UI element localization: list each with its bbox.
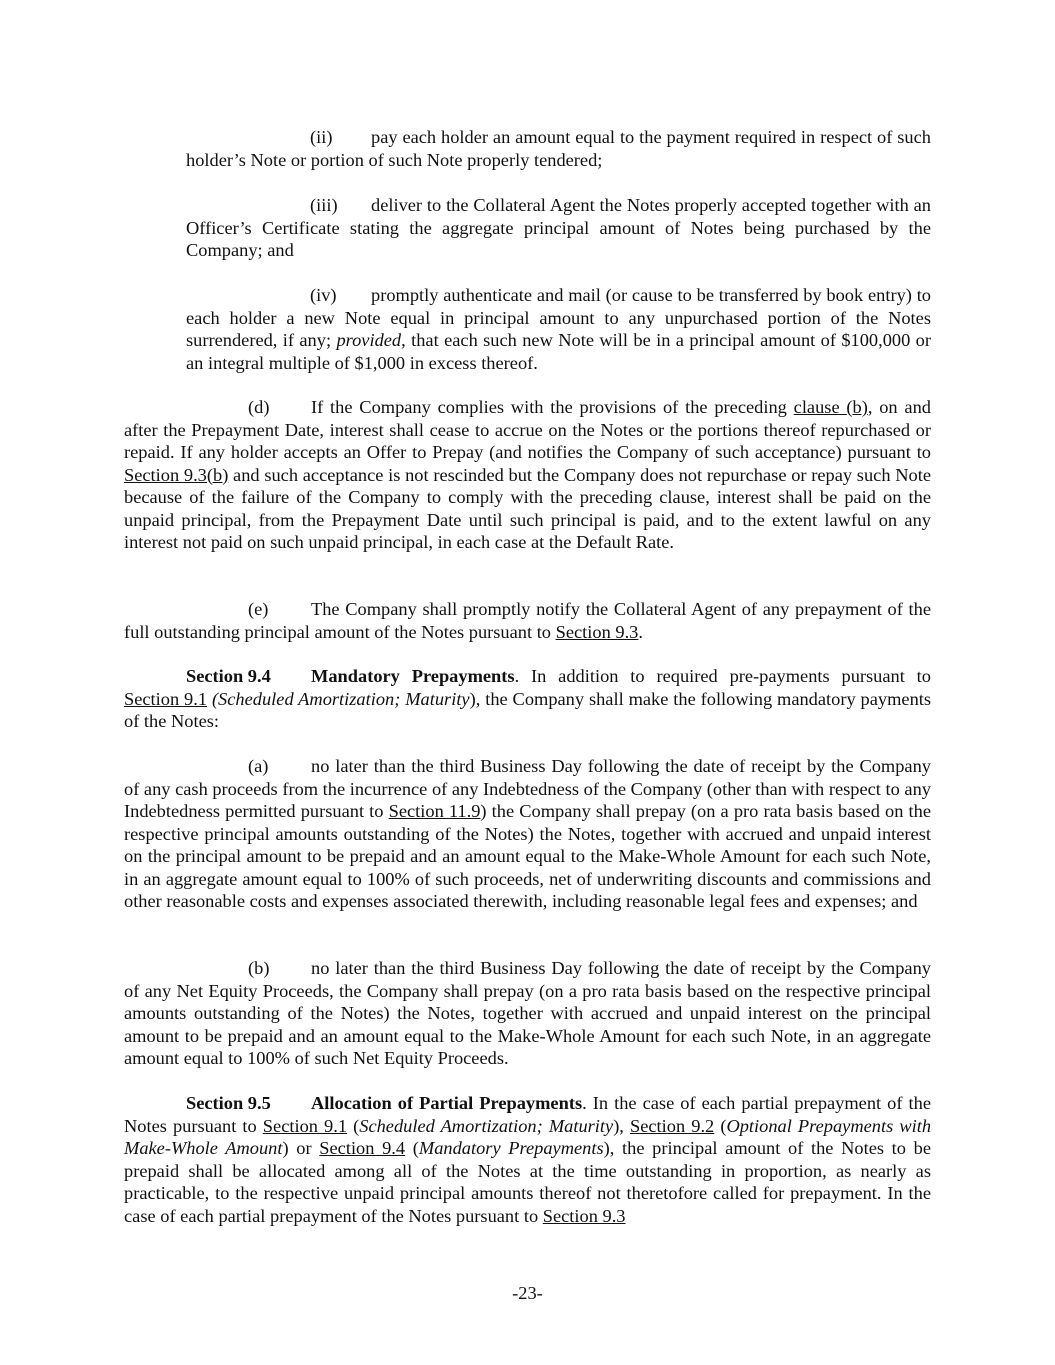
clause-ii-number: (ii): [310, 127, 333, 147]
clause-iv-text: promptly authenticate and mail (or cause to be transferred by book entry) to each holder a new Note equal in principal amount to any unpurchased portion of the Notes surrendered, if any;: [186, 285, 931, 350]
section-9-5-text-6: (: [405, 1138, 419, 1158]
section-9-2-link[interactable]: Section 9.2: [630, 1115, 715, 1136]
clause-iii: [186, 194, 931, 262]
clause-d: [124, 396, 931, 554]
clause-a-text: no later than the third Business Day following the date of receipt by the Company of any cash proceeds from the incurrence of any Indebtedness of the Company (other than with respect to any Indebtedness permitted pursuant to: [124, 756, 931, 821]
clause-d-text-3: and such acceptance is not rescinded but the Company does not repurchase or repay such Note because of the failure of the Company to comply with the preceding clause, interest shall be paid on the unpaid principal, from the Prepayment Date until such principal is paid, and to the extent lawful on any interest not paid on such unpaid principal, in each case at the Default Rate.: [124, 464, 931, 552]
clause-iv-number: (iv): [310, 285, 337, 305]
section-9-5-text-2: (: [347, 1115, 360, 1136]
section-9-5-text-4: (: [714, 1115, 727, 1136]
clause-iv: [186, 284, 931, 374]
clause-b-number: (b): [248, 958, 270, 978]
clause-d-number: (d): [248, 397, 270, 417]
clause-ii: [186, 126, 931, 171]
clause-a-number: (a): [248, 756, 269, 776]
section-9-5-text-7: ), the principal amount of the Notes to be prepaid shall be allocated among all of the Notes at the time outstanding in proportion, as nearly as practicable, to the respective unpaid principal amounts thereof not theretofore called for prepayment. In the case of each partial prepayment of the Notes pursuant to: [124, 1138, 932, 1226]
section-9-5-italic-3: Mandatory Prepayments: [418, 1138, 604, 1158]
clause-e-number: (e): [248, 599, 269, 619]
section-9-4-number: Section 9.4: [186, 666, 271, 686]
clause-a-text-end: ) the Company shall prepay (on a pro rata basis based on the respective principal amounts outstanding of the Notes) the Notes, together with accrued and unpaid interest on the principal amount to be prepaid and an amount equal to the Make-Whole Amount for each such Note, in an aggregate amount equal to 100% of such proceeds, net of underwriting discounts and commissions and other reasonable costs and expenses associated therewith, including reasonable legal fees and expenses; and: [124, 801, 932, 911]
section-9-4-text: . In addition to required pre-payments pursuant to: [514, 666, 931, 686]
section-9-1-reference[interactable]: Section 9.1: [124, 688, 208, 709]
section-9-5-text-3: ),: [613, 1115, 630, 1136]
section-9-4-text-end: ), the Company shall make the following mandatory payments of the Notes:: [124, 688, 932, 731]
clause-d-text: If the Company complies with the provisions of the preceding: [311, 397, 794, 417]
section-9-4-link[interactable]: Section 9.4: [319, 1138, 406, 1158]
clause-d-text-2: , on and after the Prepayment Date, interest shall cease to accrue on the Notes or the portions thereof repurchased or repaid. If any holder accepts an Offer to Prepay (and notifies the Company of such acceptance) pursuant to: [124, 397, 931, 462]
clause-iii-text: deliver to the Collateral Agent the Notes properly accepted together with an Officer’s Certificate stating the aggregate principal amount of Notes being purchased by the Company; and: [186, 195, 931, 260]
clause-iv-text-end: , that each such new Note will be in a principal amount of $100,000 or an integral multiple of $1,000 in excess thereof.: [186, 330, 931, 373]
section-9-5-heading: Allocation of Partial Prepayments: [311, 1093, 583, 1113]
section-9-3b-reference[interactable]: Section 9.3(b): [124, 464, 229, 485]
section-9-3-reference[interactable]: Section 9.3: [555, 621, 639, 642]
clause-ii-text: pay each holder an amount equal to the payment required in respect of such holder’s Note or portion of such Note properly tendered;: [186, 127, 931, 170]
clause-b: [124, 957, 931, 1070]
clause-iii-number: (iii): [310, 195, 338, 215]
section-9-5-text-5: ) or: [282, 1138, 320, 1158]
section-9-5-italic-2: Optional Prepayments with Make-Whole Amount: [124, 1115, 932, 1158]
clause-b-text: no later than the third Business Day following the date of receipt by the Company of any Net Equity Proceeds, the Company shall prepay (on a pro rata basis based on the respective principal amounts outstanding of the Notes) the Notes, together with accrued and unpaid interest on the principal amount to be prepaid and an amount equal to the Make-Whole Amount for each such Note, in an aggregate amount equal to 100% of such Net Equity Proceeds.: [124, 958, 931, 1068]
section-9-4-heading: Mandatory Prepayments: [311, 666, 515, 686]
section-9-1-link[interactable]: Section 9.1: [262, 1115, 348, 1136]
section-9-5: [124, 1092, 931, 1227]
section-9-5-italic-1: Scheduled Amortization; Maturity: [359, 1115, 614, 1136]
section-9-4-italic: (Scheduled Amortization; Maturity: [211, 688, 470, 709]
clause-b-reference[interactable]: clause (b): [793, 397, 868, 417]
clause-e-text-end: .: [638, 621, 643, 642]
section-9-5-number: Section 9.5: [186, 1093, 271, 1113]
clause-e: [124, 598, 931, 643]
section-9-3-link[interactable]: Section 9.3: [542, 1205, 626, 1226]
section-9-5-text: . In the case of each partial prepayment of the Notes pursuant to: [124, 1093, 932, 1136]
section-11-9-reference[interactable]: Section 11.9: [388, 801, 481, 821]
page-number: -23-: [512, 1283, 543, 1303]
section-9-4: [124, 665, 931, 733]
clause-iv-italic: provided: [336, 330, 402, 350]
clause-a: [124, 755, 931, 913]
clause-e-text: The Company shall promptly notify the Collateral Agent of any prepayment of the full outstanding principal amount of the Notes pursuant to: [124, 599, 931, 642]
